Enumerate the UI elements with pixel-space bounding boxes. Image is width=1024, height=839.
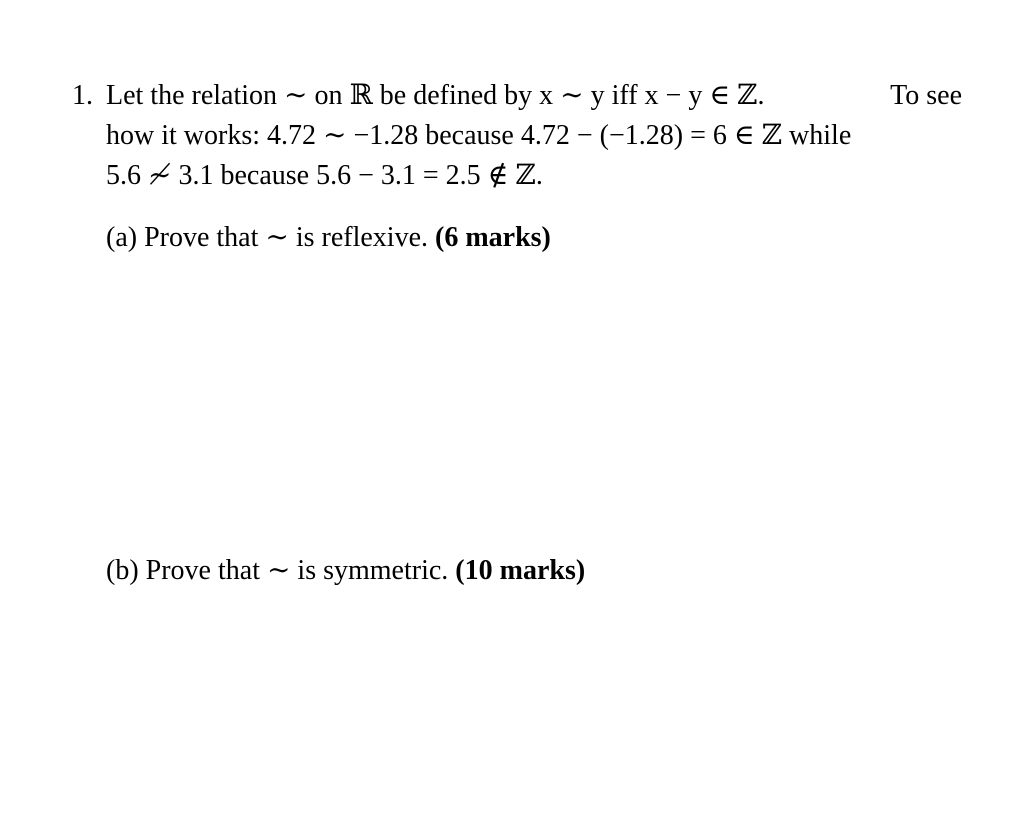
part-a-text: Prove that ∼ is reflexive.: [144, 222, 429, 253]
part-b-marks: (10 marks): [455, 555, 586, 586]
to-see-text: To see: [890, 80, 962, 111]
question-line-1-left: [72, 76, 765, 116]
relation-definition-text: Let the relation ∼ on ℝ be defined by x ∼ y iff x − y ∈ ℤ.: [106, 80, 765, 111]
question-1: [72, 76, 962, 196]
part-a: [106, 218, 551, 258]
part-b-label: (b): [106, 555, 139, 586]
question-line-2: how it works: 4.72 ∼ −1.28 because 4.72 − (−1.28) = 6 ∈ ℤ while: [106, 120, 852, 151]
part-a-label: (a): [106, 222, 138, 253]
question-number: 1.: [72, 80, 93, 111]
part-a-marks: (6 marks): [435, 222, 551, 253]
part-b: [106, 551, 585, 591]
part-b-text: Prove that ∼ is symmetric.: [145, 555, 449, 586]
question-line-3: 5.6 ≁ 3.1 because 5.6 − 3.1 = 2.5 ∉ ℤ.: [106, 160, 543, 191]
question-line-1: [72, 76, 962, 116]
